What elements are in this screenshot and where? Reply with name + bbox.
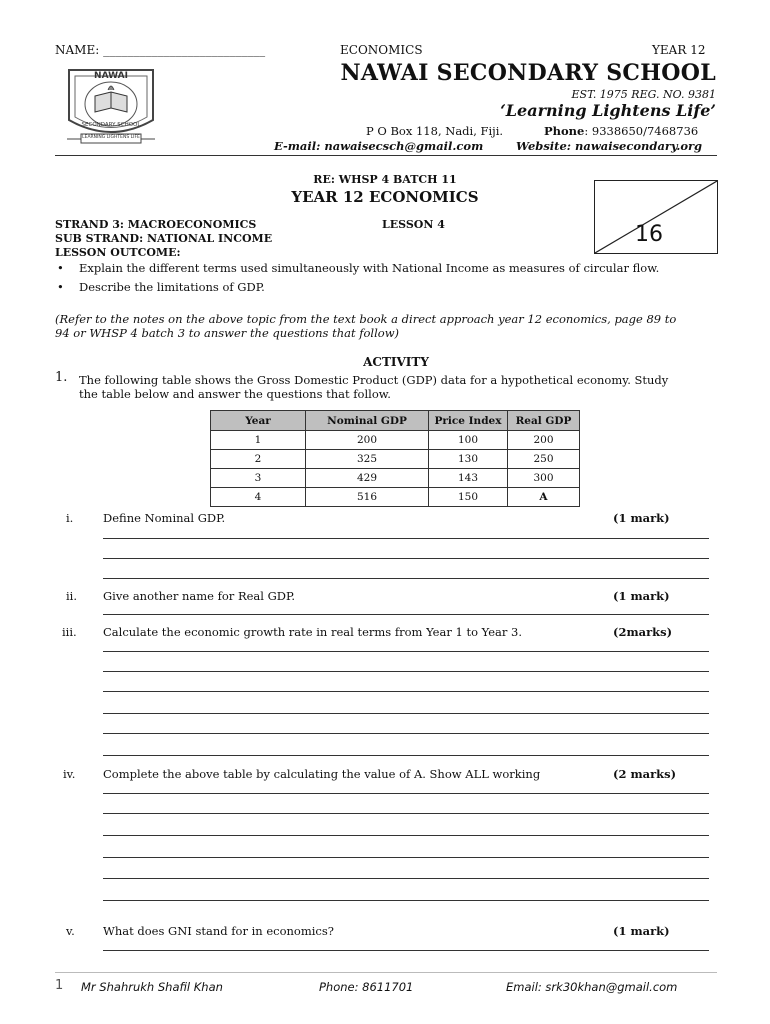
table-cell: 130 [429, 450, 508, 469]
question-number: 1. [55, 370, 68, 385]
outcome-item: Describe the limitations of GDP. [79, 280, 265, 294]
answer-line[interactable] [103, 950, 709, 951]
logo-banner-text: LEARNING LIGHTENS LIFE [82, 135, 140, 140]
strand-label: STRAND 3: MACROECONOMICS [55, 218, 257, 231]
table-cell: 4 [211, 488, 306, 507]
column-header: Nominal GDP [306, 411, 429, 431]
question-intro-line-1: The following table shows the Gross Domestic Product (GDP) data for a hypothetical economy. Study [79, 373, 669, 387]
sub-question-text: Give another name for Real GDP. [103, 589, 296, 603]
answer-line[interactable] [103, 691, 709, 692]
marks-label: (2marks) [613, 625, 673, 639]
answer-line[interactable] [103, 713, 709, 714]
sub-question-text: Complete the above table by calculating the value of A. Show ALL working [103, 767, 541, 781]
sub-question-number: ii. [66, 589, 78, 603]
table-row [211, 469, 580, 488]
table-cell: 100 [429, 431, 508, 450]
school-phone [544, 124, 698, 138]
sub-question-number: i. [66, 511, 74, 525]
answer-line[interactable] [103, 878, 709, 879]
footer-teacher: Mr Shahrukh Shafil Khan [81, 980, 223, 994]
answer-line[interactable] [103, 614, 709, 615]
footer-phone: Phone: 8611701 [319, 980, 414, 994]
school-website: Website: nawaisecondary.org [516, 139, 703, 153]
table-cell: 143 [429, 469, 508, 488]
column-header: Price Index [429, 411, 508, 431]
marks-label: (1 mark) [613, 924, 670, 938]
table-row [211, 488, 580, 507]
year-label: YEAR 12 [652, 43, 706, 57]
reference-note-line-1: (Refer to the notes on the above topic from the text book a direct approach year 12 economics, page 89 to [55, 312, 677, 326]
page-number: 1 [55, 978, 64, 993]
sub-question-number: v. [66, 924, 75, 938]
table-cell: 250 [508, 450, 580, 469]
answer-line[interactable] [103, 578, 709, 579]
score-value: 16 [635, 222, 663, 247]
outcome-bullet-icon: • [57, 261, 64, 275]
sub-question-text: Define Nominal GDP. [103, 511, 226, 525]
marks-label: (1 mark) [613, 511, 670, 525]
subject-label: ECONOMICS [340, 43, 423, 57]
table-header-row [211, 411, 580, 431]
lesson-outcome-label: LESSON OUTCOME: [55, 246, 181, 259]
answer-line[interactable] [103, 793, 709, 794]
activity-heading: ACTIVITY [363, 355, 429, 369]
outcome-bullet-icon: • [57, 280, 64, 294]
school-logo [55, 60, 167, 152]
logo-ring-text: SECONDARY SCHOOL [81, 122, 141, 128]
gdp-table [210, 410, 580, 507]
table-row [211, 450, 580, 469]
table-cell: 3 [211, 469, 306, 488]
school-email: E-mail: nawaisecsch@gmail.com [274, 139, 484, 153]
footer-email: Email: srk30khan@gmail.com [506, 980, 678, 994]
answer-line[interactable] [103, 755, 709, 756]
outcome-item: Explain the different terms used simultaneously with National Income as measures of circular flow. [79, 261, 660, 275]
score-box [594, 180, 718, 254]
table-cell: 516 [306, 488, 429, 507]
sub-question-text: Calculate the economic growth rate in real terms from Year 1 to Year 3. [103, 625, 523, 639]
answer-line[interactable] [103, 733, 709, 734]
table-cell: 150 [429, 488, 508, 507]
table-cell: 429 [306, 469, 429, 488]
table-cell: 1 [211, 431, 306, 450]
header-divider [55, 155, 717, 156]
answer-line[interactable] [103, 538, 709, 539]
sub-question-number: iii. [62, 625, 77, 639]
school-motto: ‘Learning Lightens Life’ [500, 101, 716, 120]
sub-strand-label: SUB STRAND: NATIONAL INCOME [55, 232, 273, 245]
reference-note-line-2: 94 or WHSP 4 batch 3 to answer the questions that follow) [55, 326, 400, 340]
answer-line[interactable] [103, 857, 709, 858]
phone-label: Phone [544, 124, 585, 138]
answer-line[interactable] [103, 558, 709, 559]
answer-line[interactable] [103, 900, 709, 901]
lesson-number: LESSON 4 [382, 218, 445, 231]
logo-top-text: NAWAI [94, 71, 128, 81]
batch-reference: RE: WHSP 4 BATCH 11 [313, 173, 457, 186]
marks-label: (1 mark) [613, 589, 670, 603]
table-cell: 325 [306, 450, 429, 469]
marks-label: (2 marks) [613, 767, 677, 781]
name-field-label: NAME: ___________________________ [55, 43, 266, 57]
table-cell: 2 [211, 450, 306, 469]
footer-divider [55, 972, 717, 973]
answer-line[interactable] [103, 835, 709, 836]
table-cell-unknown-a: A [508, 488, 580, 507]
table-row [211, 431, 580, 450]
answer-line[interactable] [103, 813, 709, 814]
answer-line[interactable] [103, 671, 709, 672]
phone-number: : 9338650/7468736 [584, 124, 699, 138]
sub-question-number: iv. [63, 767, 76, 781]
answer-line[interactable] [103, 651, 709, 652]
sub-question-text: What does GNI stand for in economics? [103, 924, 334, 938]
school-address: P O Box 118, Nadi, Fiji. [366, 124, 504, 138]
table-cell: 200 [306, 431, 429, 450]
column-header: Real GDP [508, 411, 580, 431]
question-intro-line-2: the table below and answer the questions that follow. [79, 387, 391, 401]
column-header: Year [211, 411, 306, 431]
table-cell: 300 [508, 469, 580, 488]
table-cell: 200 [508, 431, 580, 450]
school-registration: EST. 1975 REG. NO. 9381 [571, 88, 716, 101]
school-name: NAWAI SECONDARY SCHOOL [340, 60, 716, 86]
lesson-title: YEAR 12 ECONOMICS [291, 188, 479, 206]
